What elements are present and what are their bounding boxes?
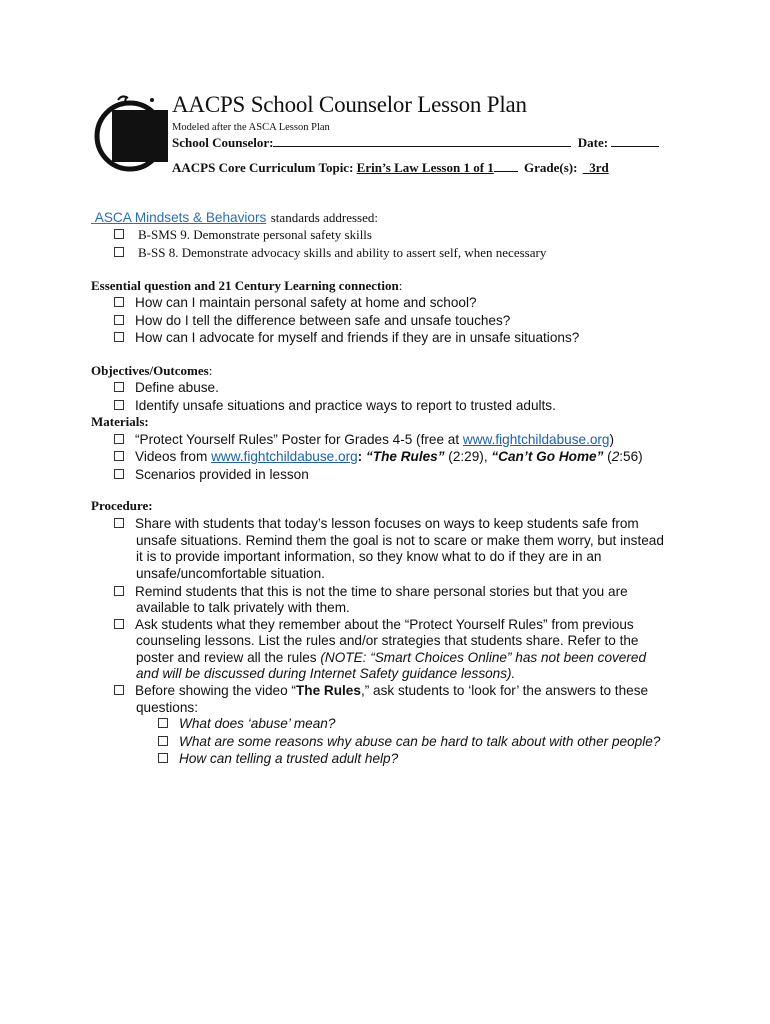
asca-suffix: standards addressed: <box>270 210 378 225</box>
materials-heading: Materials: <box>91 414 149 429</box>
aacps-logo <box>92 92 170 174</box>
list-item: Share with students that today’s lesson focuses on ways to keep students safe from <box>114 516 639 531</box>
list-item-line: unsafe situations. Remind them the goal is not to scare or make them worry, but instead <box>136 533 664 548</box>
page-subtitle: Modeled after the ASCA Lesson Plan <box>172 122 330 133</box>
checkbox-icon <box>158 736 168 746</box>
checkbox-icon <box>114 619 124 629</box>
video-the-rules: “The Rules” <box>365 449 445 464</box>
list-item: How can I maintain personal safety at home and school? <box>114 295 477 310</box>
sub-list-item: What does ‘abuse’ mean? <box>158 716 335 731</box>
list-item: Remind students that this is not the time to share personal stories but that you are <box>114 584 628 599</box>
list-item-line: unsafe/uncomfortable situation. <box>136 566 325 581</box>
counselor-label: School Counselor: <box>172 135 274 150</box>
list-item-line: available to talk privately with them. <box>136 600 350 615</box>
list-item: B-SS 8. Demonstrate advocacy skills and ability to assert self, when necessary <box>114 245 546 261</box>
checkbox-icon <box>114 586 124 596</box>
checkbox-icon <box>114 315 124 325</box>
objectives-heading: Objectives/Outcomes: <box>91 363 213 378</box>
checkbox-icon <box>114 400 124 410</box>
asca-link[interactable]: ASCA Mindsets & Behaviors <box>94 210 267 225</box>
checkbox-icon <box>114 434 124 444</box>
list-item: Define abuse. <box>114 380 219 395</box>
checkbox-icon <box>114 518 124 528</box>
checkbox-icon <box>114 247 124 257</box>
list-item: “Protect Yourself Rules” Poster for Grades 4-5 (free at www.fightchildabuse.org) <box>114 432 614 447</box>
checkbox-icon <box>114 332 124 342</box>
checkbox-icon <box>114 229 124 239</box>
sub-list-item: How can telling a trusted adult help? <box>158 751 398 766</box>
asca-heading <box>91 209 378 227</box>
list-item-line: questions: <box>136 700 198 715</box>
list-item: Videos from www.fightchildabuse.org: “The Rules” (2:29), “Can’t Go Home” (2:56) <box>114 449 643 464</box>
checkbox-icon <box>114 297 124 307</box>
sub-list-item: What are some reasons why abuse can be hard to talk about with other people? <box>158 734 660 749</box>
video-cant-go-home: “Can’t Go Home” <box>491 449 604 464</box>
procedure-heading: Procedure: <box>91 498 153 513</box>
fightchildabuse-link[interactable]: www.fightchildabuse.org <box>462 432 610 447</box>
checkbox-icon <box>158 753 168 763</box>
grade-value: 3rd <box>589 160 609 175</box>
list-item: Identify unsafe situations and practice ways to report to trusted adults. <box>114 398 556 413</box>
list-item: Before showing the video “The Rules,” ask students to ‘look for’ the answers to these <box>114 683 648 698</box>
checkbox-icon <box>114 469 124 479</box>
checkbox-icon <box>114 451 124 461</box>
checkbox-icon <box>158 718 168 728</box>
essential-heading: Essential question and 21 Century Learning connection: <box>91 278 403 293</box>
list-item-line: counseling lessons. List the rules and/or strategies that students share. Refer to the <box>136 633 639 648</box>
counselor-row <box>172 135 659 151</box>
list-item: Ask students what they remember about the “Protect Yourself Rules” from previous <box>114 617 634 632</box>
list-item-line: poster and review all the rules (NOTE: “Smart Choices Online” has not been covered <box>136 650 647 665</box>
list-item: Scenarios provided in lesson <box>114 467 309 482</box>
counselor-field[interactable] <box>273 136 571 147</box>
date-field[interactable] <box>611 136 659 147</box>
fightchildabuse-link[interactable]: www.fightchildabuse.org <box>211 449 358 464</box>
list-item: How can I advocate for myself and friends if they are in unsafe situations? <box>114 330 579 345</box>
list-item: How do I tell the difference between safe and unsafe touches? <box>114 313 510 328</box>
list-item: B-SMS 9. Demonstrate personal safety skills <box>114 227 372 243</box>
topic-blank <box>494 161 518 172</box>
page-title: AACPS School Counselor Lesson Plan <box>172 92 527 117</box>
date-label: Date: <box>577 135 609 150</box>
grade-label: Grade(s): <box>524 160 578 175</box>
checkbox-icon <box>114 382 124 392</box>
topic-label: AACPS Core Curriculum Topic: <box>172 160 354 175</box>
list-item-line: it is to provide important information, so they know what to do if they are in an <box>136 549 602 564</box>
checkbox-icon <box>114 685 124 695</box>
list-item-line: and will be discussed during Internet Safety guidance lessons). <box>136 666 516 681</box>
topic-value: Erin’s Law Lesson 1 of 1 <box>356 160 494 175</box>
topic-row <box>172 160 609 176</box>
